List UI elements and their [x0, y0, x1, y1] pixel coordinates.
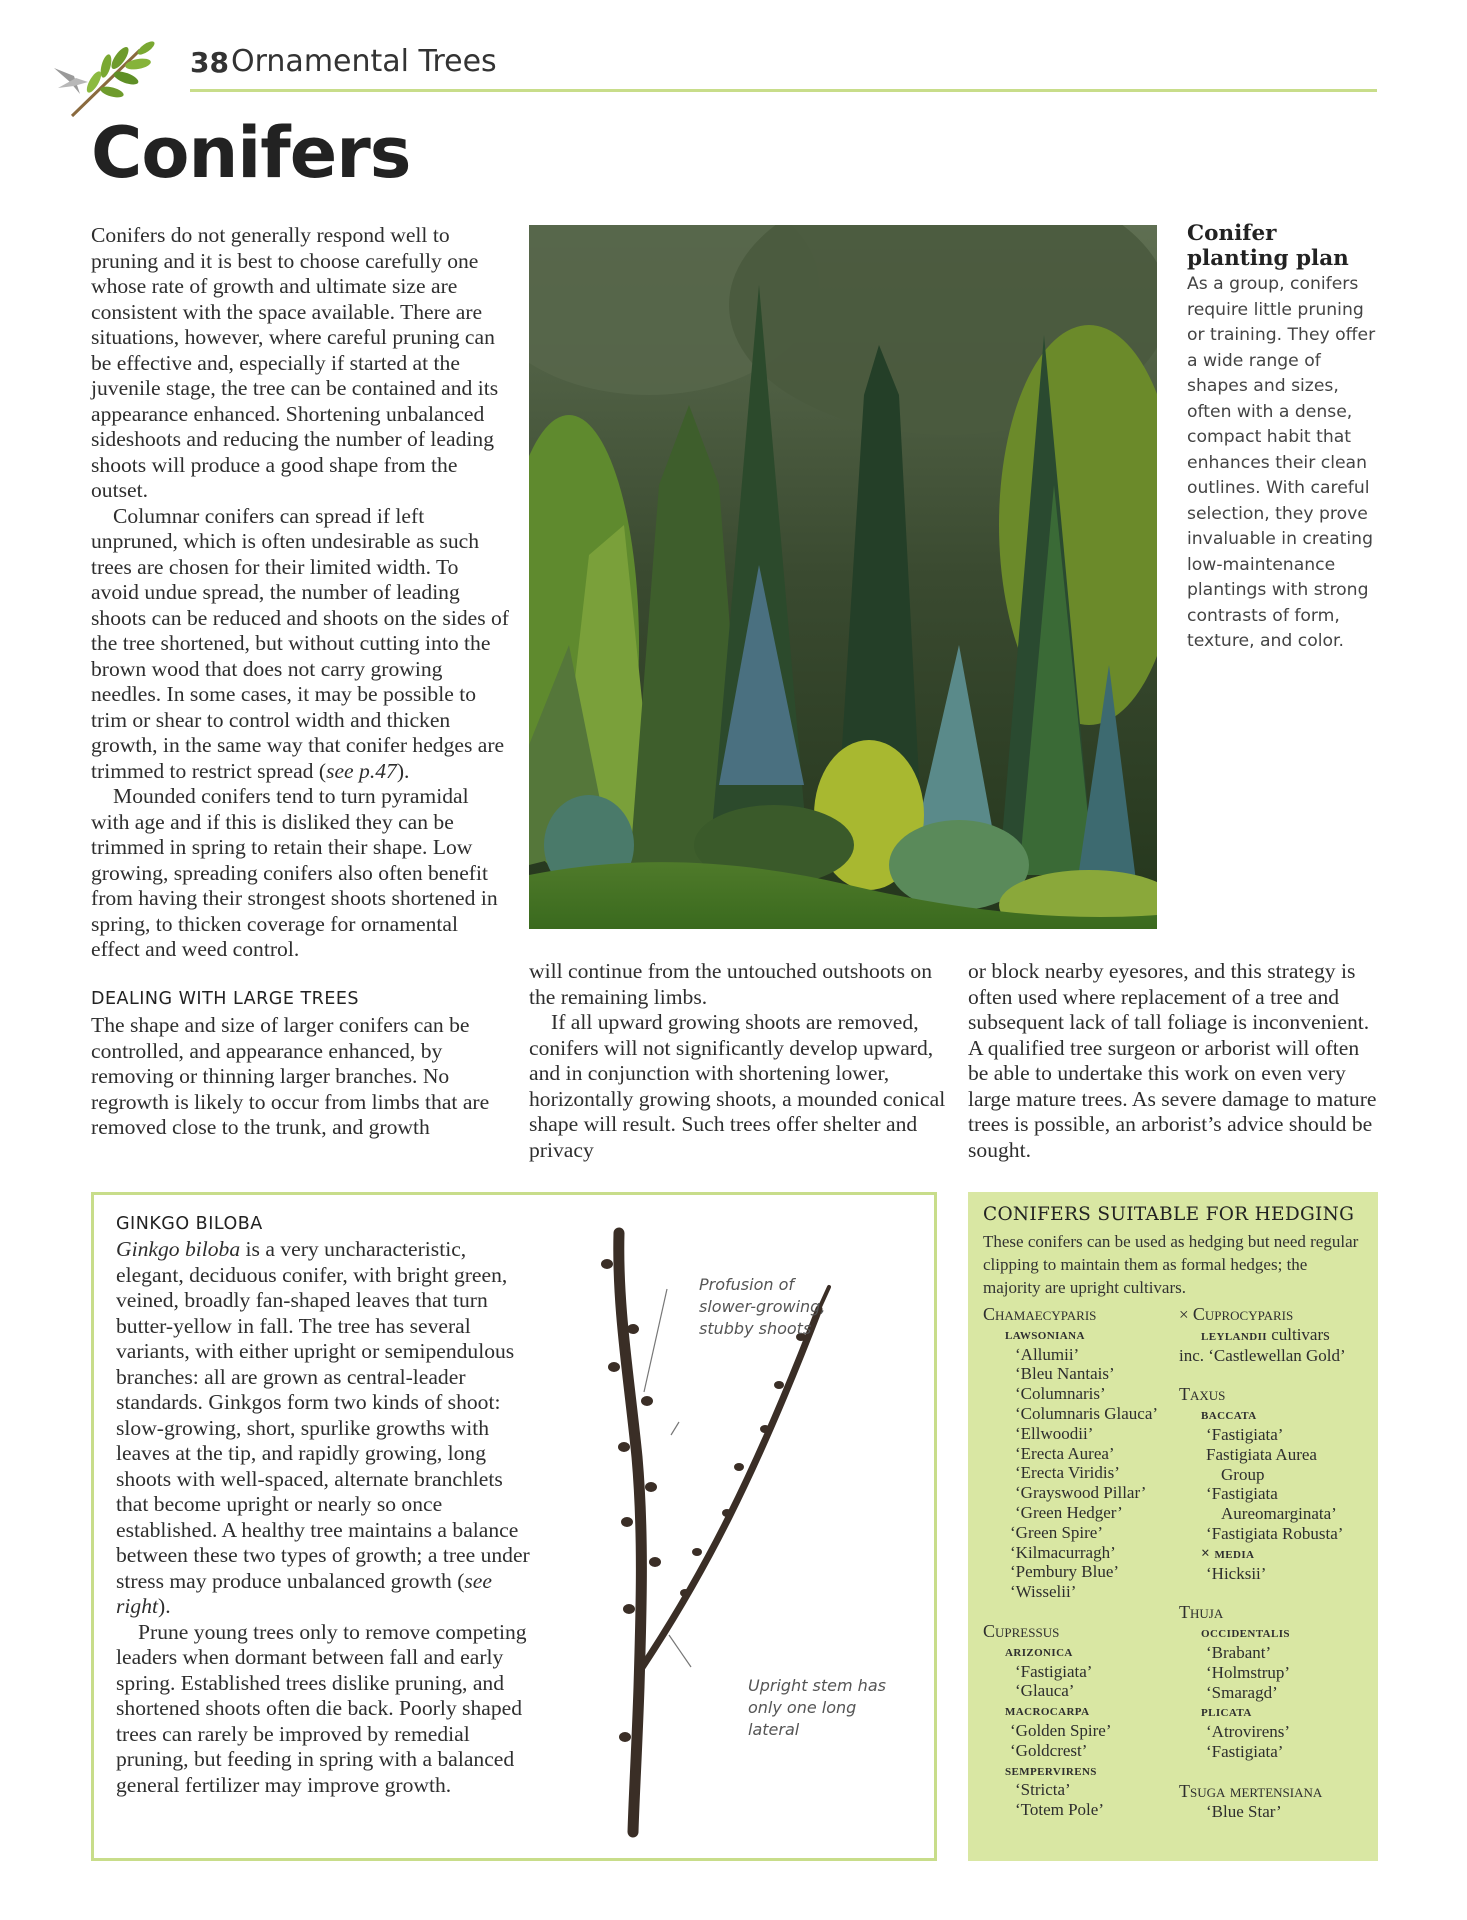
cultivar-name: ‘Blue Star’	[1206, 1801, 1282, 1821]
cultivar-name: ‘Wisselii’	[1010, 1582, 1077, 1602]
cultivar-list	[983, 1662, 1173, 1702]
species-name: plicata	[1201, 1703, 1252, 1721]
genus-name: Chamaecyparis	[983, 1304, 1097, 1324]
paragraph: Columnar conifers can spread if left unpruned, which is often undesirable as such trees are chosen for their limited width. To avoid undue spread, the number of leading shoots can be reduced and shoots on the sides of the tree shortened, but without cutting into the brown wood that does not carry growing needles. In some cases, it may be possible to trim or shear to control width and thicken growth, in the same way that conifer hedges are trimmed to restrict spread (see p.47).	[91, 503, 509, 783]
page-title: Conifers	[91, 112, 411, 194]
cultivar-name: ‘Green Hedger’	[1015, 1502, 1123, 1522]
cultivar-list	[983, 1345, 1173, 1523]
caption-text: As a group, conifers require little pruning or training. They offer a wide range of shapes and sizes, often with a dense, compact habit that enhances their clean outlines. With careful selection, they prove invaluable in creating low-maintenance plantings with strong contrasts of form, texture, and color.	[1187, 274, 1376, 651]
cross-reference[interactable]: see right	[116, 1568, 492, 1618]
cultivar-name: ‘Grayswood Pillar’	[1015, 1483, 1147, 1503]
cultivar: Aureomarginata’	[1221, 1504, 1337, 1524]
species-name: arizonica	[1005, 1642, 1073, 1660]
genus-name: Taxus	[1179, 1384, 1226, 1405]
cultivar-name: ‘Allumii’	[1015, 1344, 1080, 1364]
cultivar: Fastigiata Aurea	[1206, 1444, 1317, 1464]
cultivar-name: ‘Totem Pole’	[1015, 1800, 1104, 1820]
caption-title: Conifer planting plan	[1187, 221, 1349, 271]
cultivar: Group	[1221, 1464, 1265, 1484]
species-name: sempervirens	[1005, 1761, 1097, 1779]
article-column-3	[968, 959, 1378, 1163]
cultivar-name: ‘Columnaris Glauca’	[1015, 1403, 1159, 1423]
cultivar-list	[1179, 1802, 1374, 1822]
cultivar-name: ‘Green Spire’	[1010, 1522, 1103, 1542]
cultivar-name: ‘Brabant’	[1206, 1642, 1272, 1662]
genus-name: Cuprocyparis	[1192, 1304, 1294, 1324]
cultivar-name: ‘Fastigiata’	[1206, 1741, 1284, 1761]
cultivar-name: ‘Fastigiata’	[1015, 1661, 1093, 1681]
cultivar-name: ‘Erecta Aurea’	[1015, 1443, 1115, 1463]
section-subhead: DEALING WITH LARGE TREES	[91, 988, 360, 1009]
cultivar-name: ‘Ellwoodii’	[1015, 1423, 1094, 1443]
genus-name: Thuja	[1179, 1602, 1224, 1623]
cultivar-name: ‘Hicksii’	[1206, 1563, 1267, 1583]
genus-row: × Cuprocyparis	[1179, 1304, 1294, 1324]
photo-caption	[1187, 221, 1382, 655]
annotation-stubby-shoots: Profusion of slower-growing, stubby shoots	[699, 1275, 826, 1338]
cultivar-name: ‘Columnaris’	[1015, 1384, 1106, 1404]
paragraph: will continue from the untouched outshoots on the remaining limbs.	[529, 959, 933, 1009]
paragraph: Prune young trees only to remove competing leaders when dormant between fall and early spring. Established trees dislike pruning, and shortened shoots often die back. Poorly shaped trees can rarely be improved by remedial pruning, but feeding in spring with a balanced general fertilizer may improve growth.	[116, 1619, 527, 1797]
genus-name: Cupressus	[983, 1620, 1060, 1641]
paragraph: or block nearby eyesores, and this strategy is often used where replacement of a tree and subsequent lack of tall foliage is inconvenient. A qualified tree surgeon or arborist will often be able to undertake this work on even very large mature trees. As severe damage to mature trees is possible, an arborist’s advice should be sought.	[968, 959, 1377, 1162]
species-name: occidentalis	[1201, 1624, 1290, 1642]
cultivar-name: ‘Holmstrup’	[1206, 1662, 1291, 1682]
species-name: macrocarpa	[1005, 1702, 1090, 1720]
cultivar-list	[983, 1721, 1173, 1761]
genus-name: Tsuga mertensiana	[1179, 1780, 1323, 1801]
ginkgo-heading: GINKGO BILOBA	[116, 1214, 263, 1234]
cross-reference[interactable]: see p.47	[326, 758, 397, 783]
cultivar-list	[983, 1523, 1173, 1602]
paragraph: Mounded conifers tend to turn pyramidal with age and if this is disliked they can be trimmed in spring to retain their shape. Low growing, spreading conifers also often benefit from having their strongest shoots shortened in spring, to thicken coverage for ornamental effect and weed control.	[91, 784, 498, 961]
paragraph: Ginkgo biloba is a very uncharacteristic, elegant, deciduous conifer, with bright green, veined, broadly fan-shaped leaves that turn butter-yellow in fall. The tree has several variants, with either upright or semipendulous branches: all are grown as central-leader standards. Ginkgos form two kinds of shoot: slow-growing, short, spurlike growths with leaves at the tip, and rapidly growing, long shoots with well-spaced, alternate branchlets that become upright or nearly so once established. A healthy tree maintains a balance between these two types of growth; a tree under stress may produce unbalanced growth (see right).	[116, 1237, 530, 1618]
species-name: × media	[1201, 1544, 1255, 1562]
ginkgo-text	[116, 1237, 536, 1798]
cultivar-name: ‘Smaragd’	[1206, 1682, 1278, 1702]
paragraph: If all upward growing shoots are removed, conifers will not significantly develop upward, and in conjunction with shortening lower, horizontally growing shoots, a mounded conical shape will result. Such trees offer shelter and privacy	[529, 1010, 946, 1162]
botanical-name: Ginkgo biloba	[116, 1237, 241, 1261]
cultivar: ‘Fastigiata	[1206, 1484, 1278, 1504]
cultivar: ‘Fastigiata’	[1206, 1424, 1284, 1444]
conifer-planting-photo	[529, 225, 1157, 929]
cultivar-name: ‘Glauca’	[1015, 1681, 1075, 1701]
species-row: leylandii cultivars	[1201, 1324, 1330, 1344]
species-name: baccata	[1201, 1406, 1257, 1424]
cultivar-name: ‘Bleu Nantais’	[1015, 1364, 1115, 1384]
cultivar-name: ‘Stricta’	[1015, 1780, 1071, 1800]
cultivar-list	[1179, 1643, 1374, 1702]
hedging-list-right	[1179, 1305, 1374, 1821]
paragraph: Conifers do not generally respond well to pruning and it is best to choose carefully one whose rate of growth and ultimate size are consistent with the space available. There are situations, however, where careful pruning can be effective and, especially if started at the juvenile stage, the tree can be contained and its appearance enhanced. Shortening unbalanced sideshoots and reducing the number of leading shoots will produce a good shape from the outset.	[91, 223, 499, 502]
species-name: lawsoniana	[1005, 1325, 1085, 1343]
page-number: 38	[190, 46, 229, 79]
hedging-list-left	[983, 1305, 1173, 1820]
article-column-2	[529, 959, 949, 1163]
leafy-twig-icon	[50, 36, 160, 124]
hedging-conifers-panel	[968, 1192, 1378, 1861]
ginkgo-feature-box	[91, 1192, 937, 1861]
hedging-heading: CONIFERS SUITABLE FOR HEDGING	[983, 1204, 1355, 1225]
running-head: Ornamental Trees	[231, 44, 497, 79]
cultivar-name: ‘Kilmacurragh’	[1010, 1542, 1116, 1562]
header-rule	[190, 89, 1377, 92]
cultivar-name: ‘Atrovirens’	[1206, 1722, 1291, 1742]
cultivar: ‘Fastigiata Robusta’	[1206, 1523, 1344, 1543]
cultivar-list	[1179, 1564, 1374, 1584]
cultivar-name: ‘Pembury Blue’	[1010, 1562, 1120, 1582]
article-column-1	[91, 223, 511, 1141]
cultivar-name: ‘Goldcrest’	[1010, 1740, 1088, 1760]
annotation-upright-stem: Upright stem has only one long lateral	[748, 1676, 886, 1739]
cultivar-list	[1179, 1722, 1374, 1762]
paragraph: The shape and size of larger conifers can be controlled, and appearance enhanced, by removing or thinning larger branches. No regrowth is likely to occur from limbs that are removed close to the trunk, and growth	[91, 1013, 490, 1139]
cultivar-name: ‘Erecta Viridis’	[1015, 1463, 1120, 1483]
hedging-intro: These conifers can be used as hedging but need regular clipping to maintain them as formal hedges; the majority are upright cultivars.	[983, 1232, 1359, 1297]
cultivar-list	[983, 1780, 1173, 1820]
cultivar-note: inc. ‘Castlewellan Gold’	[1179, 1345, 1346, 1365]
cultivar-name: ‘Golden Spire’	[1010, 1720, 1112, 1740]
